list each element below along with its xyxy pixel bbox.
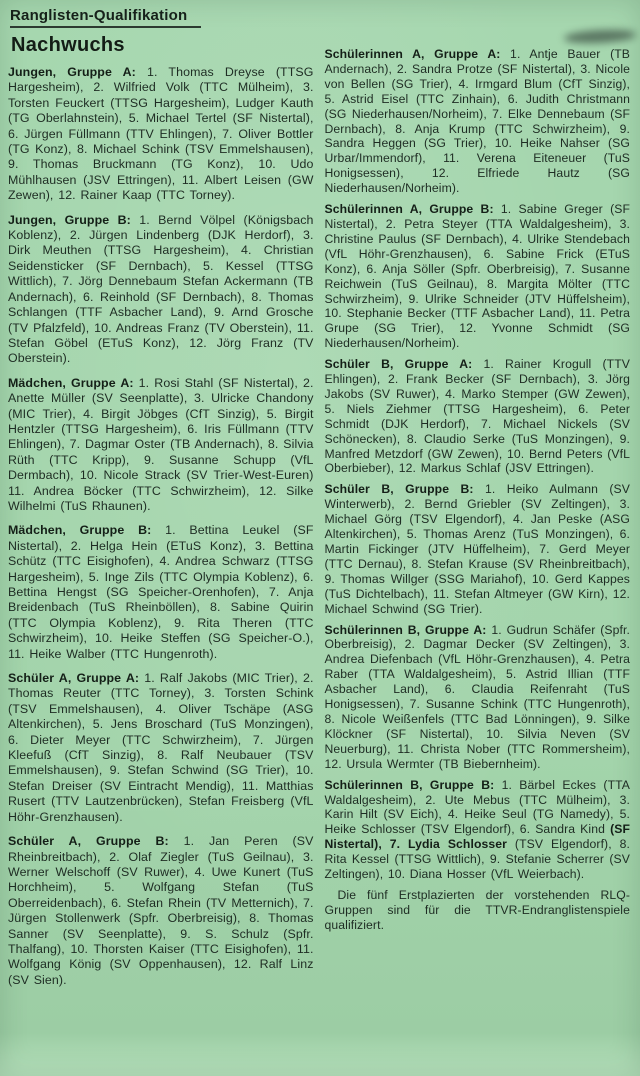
ranking-section [8,376,314,515]
section-text: Die fünf Erstplazierten der vorstehenden RLQ-Gruppen sind für die TTVR-Endranglistenspiele qualifiziert. [324,887,630,932]
article-header [8,5,314,57]
section-heading: (SF Nistertal), 7. Lydia Schlosser [324,822,630,852]
section-heading: Schülerinnen A, Gruppe B: [324,202,494,217]
ranking-section [325,482,631,616]
article-columns [8,5,630,997]
section-heading: Schüler B, Gruppe A: [324,357,473,372]
section-text: 1. Rosi Stahl (SF Nistertal), 2. Anette Müller (SV Seenplatte), 3. Ulricke Chandony (MIC Trier), 4. Birgit Jöbges (CfT Sinzig), 5. Birgit Hentzler (TTSG Hargesheim), 6. Iris Füllmann (TTV Ehlingen), 7. Dagmar Oster (TB Andernach), 8. Silvia Rüth (TTC Kripp), 9. Susanne Schupp (VfL Dermbach), 10. Nicole Strack (SV Trier-West-Euren) 11. Andrea Böcker (TTC Schwirzheim), 12. Silke Wilhelmi (TuS Rhaunen). [8,375,314,513]
section-heading: Schüler A, Gruppe A: [8,671,140,686]
section-text: 1. Heiko Aulmann (SV Winterwerb), 2. Bernd Griebler (SV Zeltingen), 3. Michael Görg (TSV Elgendorf), 4. Jan Peske (ASG Altenkirchen), 5. Thomas Arenz (TuS Monzingen), 6. Martin Fickinger (JTV Hüffelheim), 7. Gerd Meyer (TTC Dernau), 8. Stefan Krause (SV Rheinbreitbach), 9. Thomas Willger (SSG Mariahof), 10. Gerd Kappes (TuS Dichtelbach), 11. Stefan Altmeyer (GW Kirn), 12. Michael Schwind (SG Trier). [324,482,630,616]
section-heading: Jungen, Gruppe A: [8,65,136,79]
ranking-section [325,623,631,772]
section-heading: Schülerinnen B, Gruppe A: [324,622,487,637]
section-heading: Jungen, Gruppe B: [8,212,131,227]
ranking-section [8,671,314,825]
ranking-section [325,357,631,476]
article-kicker: Ranglisten-Qualifikation [10,7,201,28]
ranking-section [325,47,631,196]
section-heading: Schülerinnen B, Gruppe B: [324,777,495,792]
ranking-section [325,778,631,882]
section-text: 1. Bernd Völpel (Königsbach Koblenz), 2. Jürgen Lindenberg (DJK Herdorf), 3. Dirk Meuthen (TTSG Hargesheim), 4. Christian Seidensticker (SF Dernbach), 5. Kessel (TTSG Wittlich), 7. Jörg Dennebaum Stefan Ackermann (TB Andernach), 6. Reinhold (SF Dernbach), 8. Thomas Schlangen (TTF Asbacher Land), 9. Arnd Grosche (TV Pfalzfeld), 10. Andreas Franz (TV Oberstein), 11. Stefan Göbel (ETuS Konz), 12. Jörg Franz (TV Oberstein). [8,212,314,366]
section-text: 1. Bettina Leukel (SF Nistertal), 2. Helga Hein (ETuS Konz), 3. Bettina Schütz (TTC Eisighofen), 4. Andrea Schwarz (TTSG Hargesheim), 5. Inge Zils (TTC Olympia Koblenz), 6. Bettina Hengst (SG Speicher-Orenhofen), 7. Anja Breidenbach (TuS Rheinböllen), 8. Sabine Quirin (TTC Olympia Koblenz), 9. Rita Theren (TTC Schwirzheim), 10. Heike Steffen (SG Speicher-O.), 11. Heike Walber (TTC Hungenroth). [8,523,314,661]
section-text: 1. Thomas Dreyse (TTSG Hargesheim), 2. Wilfried Volk (TTC Mülheim), 3. Torsten Feuckert (TTSG Hargesheim), Ludger Kauth (TG Oberlahnstein), 5. Michael Tertel (SF Nistertal), 6. Jürgen Füllmann (TTV Ehlingen), 7. Oliver Bottler (TG Konz), 8. Michael Schink (TSV Emmelshausen), 9. Thomas Bruckmann (TG Konz), 10. Udo Mühlhausen (JSV Ettringen), 11. Albert Leisen (GW Zewen), 12. Rainer Kaap (TTC Torney). [8,65,314,203]
section-heading: Mädchen, Gruppe A: [8,375,134,390]
ranking-section [8,834,314,988]
section-text: 1. Bärbel Eckes (TTA Waldalgesheim), 2. Ute Mebus (TTC Mülheim), 3. Karin Hilt (SV Eich), 4. Heike Seul (TG Namedy), 5. Heike Schlosser (TSV Elgendorf), 6. Sandra Kind [324,777,630,837]
section-text: 1. Ralf Jakobs (MIC Trier), 2. Thomas Reuter (TTC Torney), 3. Torsten Schink (TSV Emmelshausen), 4. Oliver Tschäpe (ASG Altenkirchen), 5. Jens Broschard (TuS Monzingen), 6. Dieter Meyer (TTC Schwirzheim), 7. Jürgen Kleefuß (CfT Sinzig), 8. Ralf Neubauer (TSV Emmelshausen), 9. Stefan Schwind (SG Trier), 10. Stefan Dreiser (SV Eintracht Mendig), 11. Matthias Rusert (TTV Lautzenbrücken), Stefan Freisberg (VfL Höhr-Grenzhausen). [8,671,314,824]
section-text: 1. Jan Peren (SV Rheinbreitbach), 2. Olaf Ziegler (TuS Geilnau), 3. Werner Welschoff (SV Ruwer), 4. Uwe Kunert (TuS Horchheim), 5. Wolfgang Stefan (TuS Oberreidenbach), 6. Stefan Rhein (TV Metternich), 7. Jürgen Stollenwerk (Spfr. Oberbreisig), 8. Thomas Sanner (SV Seenplatte), 9. S. Schulz (Spfr. Thalfang), 10. Thorsten Kaiser (TTC Eisighofen), 11. Wolfgang König (SV Oppenhausen), 12. Ralf Linz (SV Sien). [8,834,314,987]
section-heading: Schülerinnen A, Gruppe A: [324,47,501,61]
ranking-section [8,523,314,662]
column-right [325,5,631,997]
section-heading: Schüler B, Gruppe B: [324,482,474,497]
section-text: 1. Gudrun Schäfer (Spfr. Oberbreisig), 2. Dagmar Decker (SV Zeltingen), 3. Andrea Diefenbach (VfL Höhr-Grenzhausen), 4. Petra Raber (TTA Waldalgesheim), 5. Astrid Illian (TTF Asbacher Land), 6. Claudia Reifenraht (TuS Honigsessen), 7. Susanne Schink (TTC Hungenroth), 8. Nicole Weißenfels (TTC Bad Lönningen), 9. Silke Klöckner (SF Nistertal), 10. Silvia Neven (SV Neuerburg), 11. Christa Nober (TTC Rommersheim), 12. Ursula Wermter (TB Biebernheim). [324,622,630,771]
section-text: (TSV Elgendorf), 8. Rita Kessel (TTSG Wittlich), 9. Stefanie Scherrer (SV Zeltingen), 10. Diana Hosser (VfL Weierbach). [324,837,630,882]
qualification-note [325,888,631,933]
section-text: 1. Rainer Krogull (TTV Ehlingen), 2. Frank Becker (SF Dernbach), 3. Jörg Jakobs (SV Ruwer), 4. Marko Stemper (GW Zewen), 5. Niels Ziehmer (TTSG Hargesheim), 6. Peter Schmidt (DJK Herdorf), 7. Michael Nickels (SV Schönecken), 8. Claudio Serke (TuS Monzingen), 9. Manfred Metzdorf (GW Zewen), 10. Bernd Peters (VfL Oberbieber), 12. Markus Schlaf (JSV Ettringen). [324,357,630,476]
ranking-section [325,202,631,351]
section-heading: Schüler A, Gruppe B: [8,834,169,849]
ranking-section [8,213,314,367]
section-text: 1. Antje Bauer (TB Andernach), 2. Sandra Protze (SF Nistertal), 3. Nicole von Bellen (SG Trier), 4. Irmgard Blum (CfT Sinzig), 5. Astrid Eisel (TTC Zinhain), 6. Judith Christmann (SG Niederhausen/Norheim), 7. Elke Dennebaum (SF Dernbach), 8. Anja Krump (TTC Schwirzheim), 9. Sandra Heggen (SG Trier), 10. Heike Nahser (SG Urbar/Immendorf), 11. Verena Eiteneuer (TuS Honigsessen), 12. Elfriede Hautz (SG Niederhausen/Norheim). [324,47,630,196]
section-heading: Mädchen, Gruppe B: [8,523,152,538]
ranking-section [8,65,314,204]
column-left [8,5,314,997]
section-text: 1. Sabine Greger (SF Nistertal), 2. Petra Steyer (TTA Waldalgesheim), 3. Christine Paulus (SF Dernbach), 4. Ulrike Stendebach (VfL Höhr-Grenzhausen), 6. Sabine Frick (ETuS Konz), 6. Anja Söller (Spfr. Oberbreisig), 7. Susanne Reichwein (TuS Geilnau), 8. Margita Mölter (TTC Schwirzheim), 9. Ulrike Schneider (JTV Hüffelsheim), 10. Stephanie Becker (TTF Asbacher Land), 11. Petra Grupe (SG Trier), 12. Yvonne Schmidt (SG Niederhausen/Norheim). [324,202,631,351]
article-title: Nachwuchs [11,34,125,56]
